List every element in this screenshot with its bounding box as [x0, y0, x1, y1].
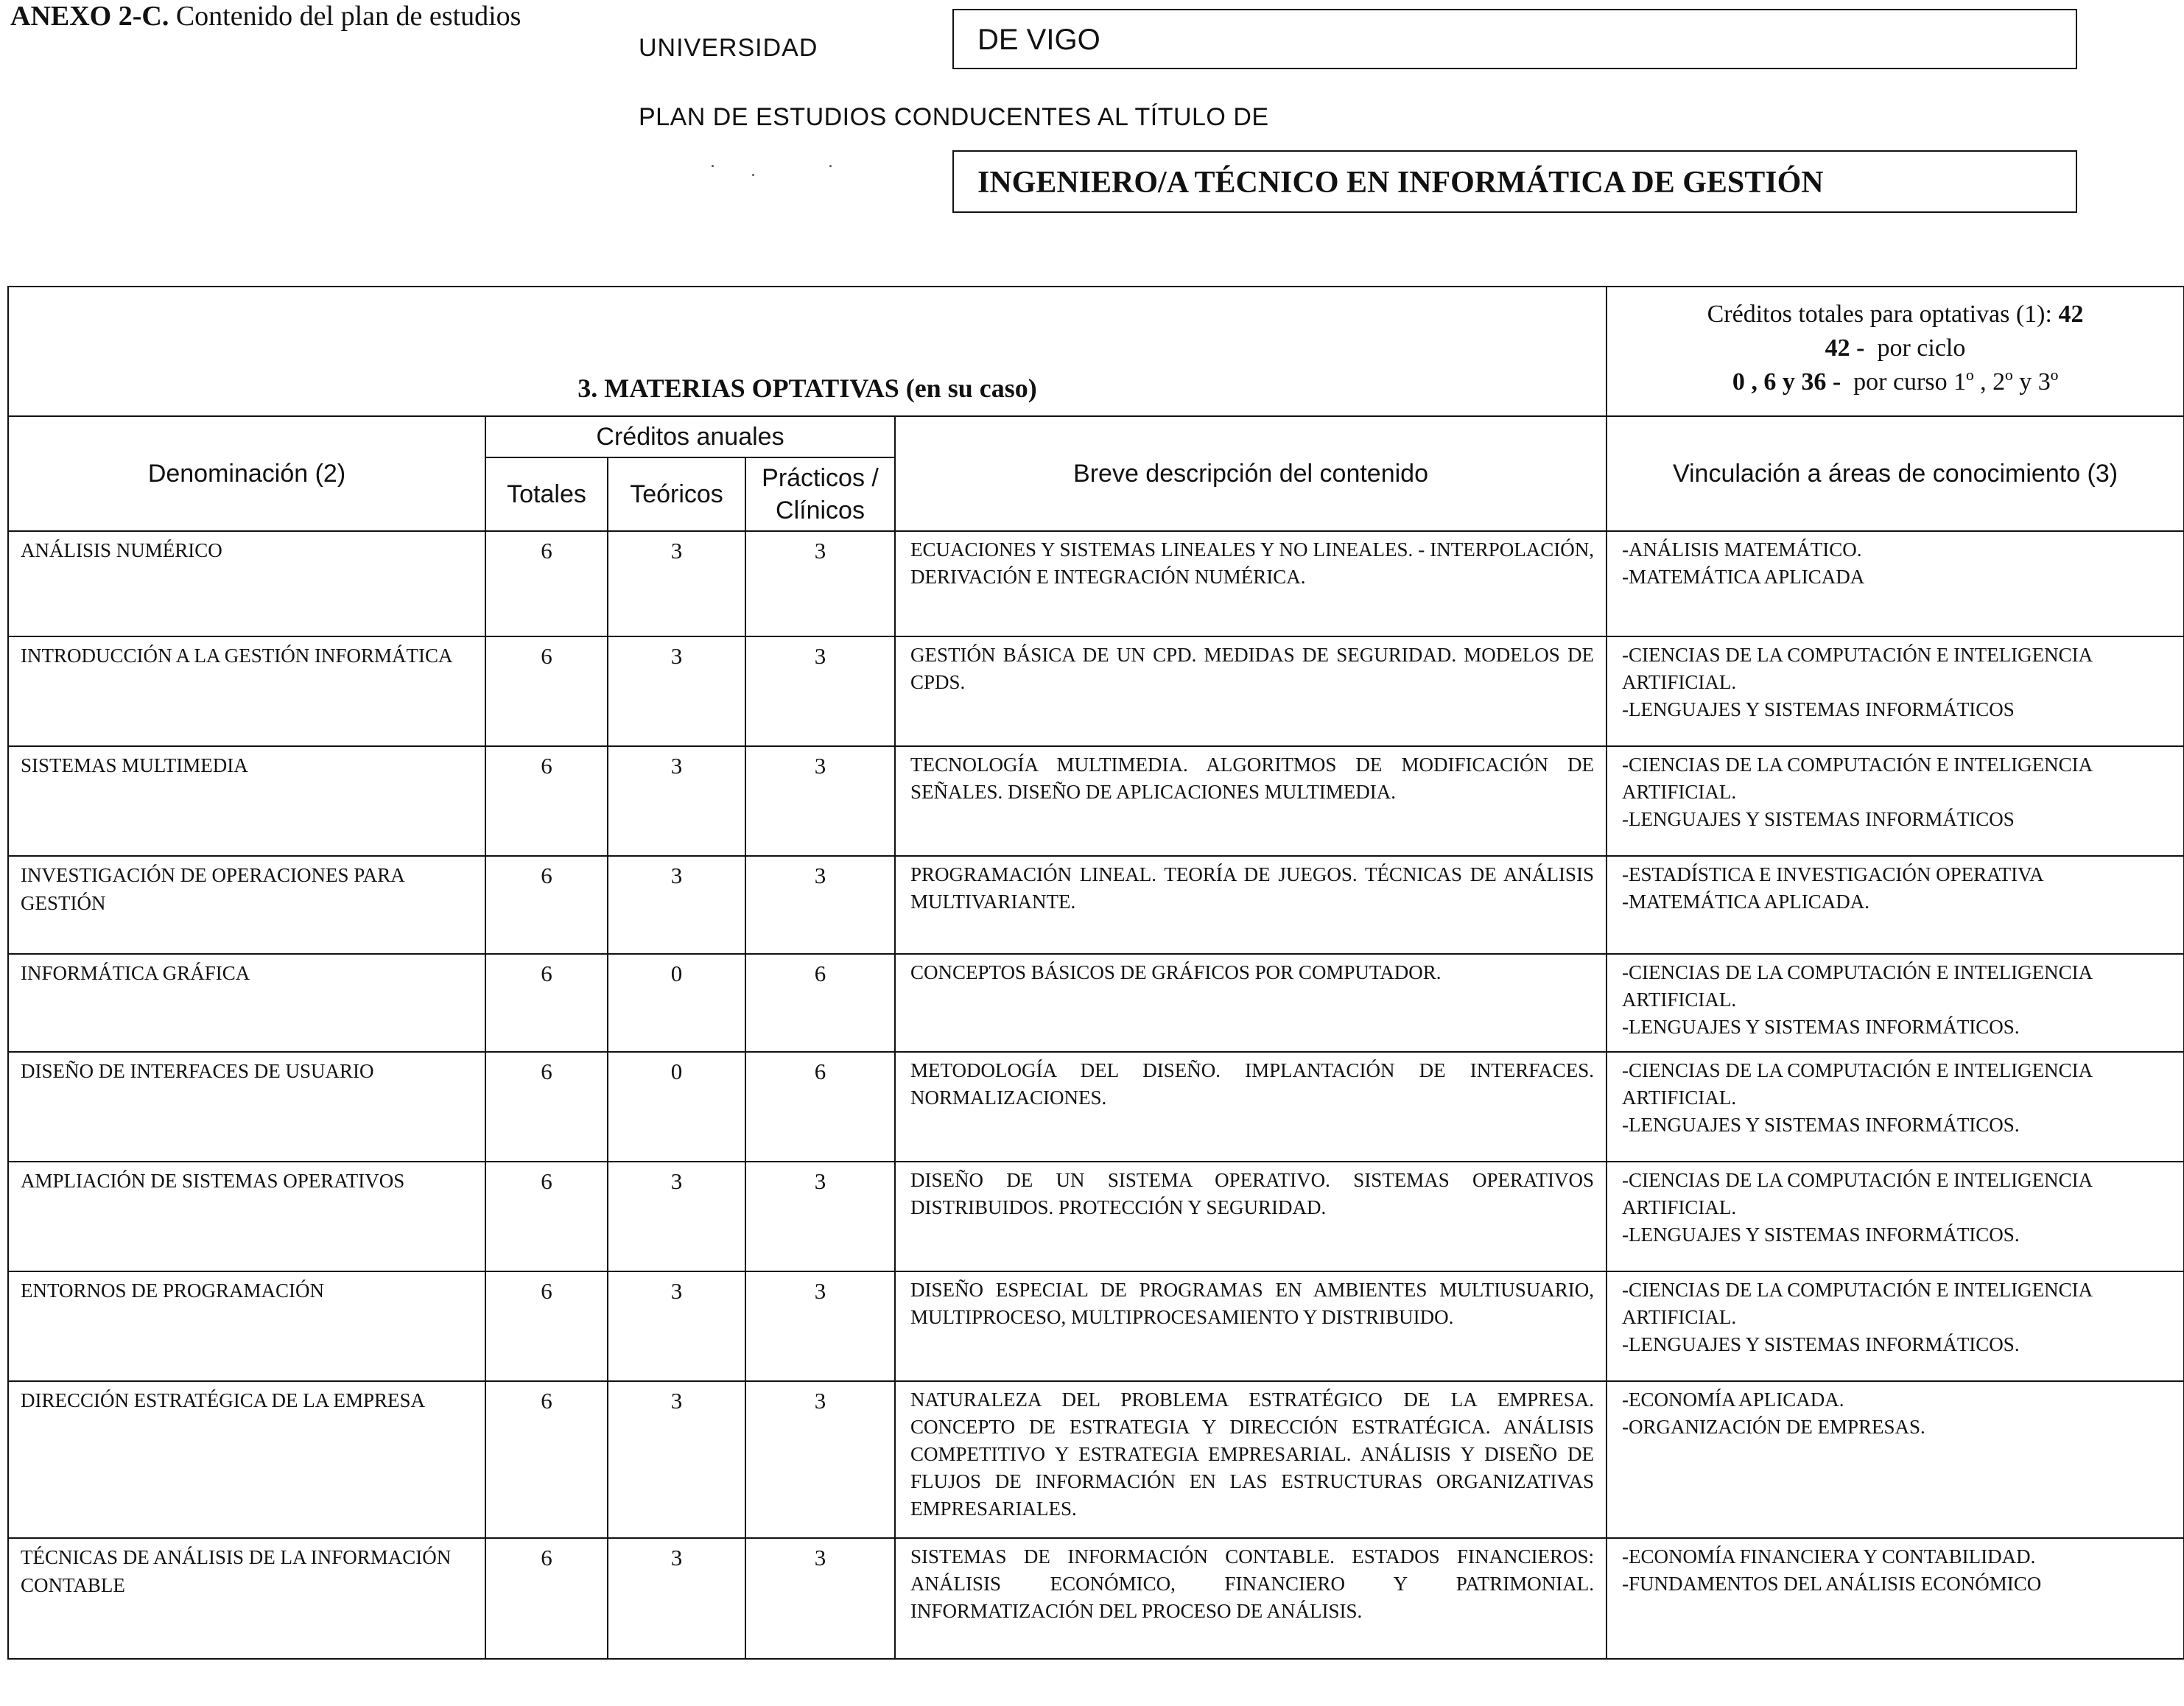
credits-totales: 6	[485, 1381, 608, 1538]
knowledge-area-item: -CIENCIAS DE LA COMPUTACIÓN E INTELIGENCIA	[1622, 1279, 2093, 1301]
credits-total-line	[1607, 298, 2183, 331]
content-description: GESTIÓN BÁSICA DE UN CPD. MEDIDAS DE SEGURIDAD. MODELOS DE CPDS.	[895, 636, 1607, 746]
table-row	[8, 531, 2184, 636]
credits-totales: 6	[485, 1052, 608, 1162]
col-header-denominacion: Denominación (2)	[8, 416, 485, 531]
knowledge-area-item: -ECONOMÍA FINANCIERA Y CONTABILIDAD.	[1622, 1545, 2036, 1568]
content-description: CONCEPTOS BÁSICOS DE GRÁFICOS POR COMPUTADOR.	[895, 954, 1607, 1052]
credits-practicos: 3	[745, 856, 895, 954]
content-description: NATURALEZA DEL PROBLEMA ESTRATÉGICO DE LA EMPRESA. CONCEPTO DE ESTRATEGIA Y DIRECCIÓN ESTRATÉGICA. ANÁLISIS COMPETITIVO Y ESTRATEGIA EMPRESARIAL. ANÁLISIS Y DISEÑO DE FLUJOS DE INFORMACIÓN EN LAS ESTRUCTURAS ORGANIZATIVAS EMPRESARIALES.	[895, 1381, 1607, 1538]
credits-summary	[1607, 287, 2184, 416]
knowledge-area-item: -CIENCIAS DE LA COMPUTACIÓN E INTELIGENCIA	[1622, 754, 2093, 776]
credits-teoricos: 3	[608, 1381, 745, 1538]
knowledge-areas	[1607, 1538, 2184, 1659]
credits-teoricos: 0	[608, 1052, 745, 1162]
content-description: TECNOLOGÍA MULTIMEDIA. ALGORITMOS DE MODIFICACIÓN DE SEÑALES. DISEÑO DE APLICACIONES MULTIMEDIA.	[895, 746, 1607, 856]
subject-name: INFORMÁTICA GRÁFICA	[8, 954, 485, 1052]
subject-name: INTRODUCCIÓN A LA GESTIÓN INFORMÁTICA	[8, 636, 485, 746]
knowledge-areas	[1607, 856, 2184, 954]
subject-name: AMPLIACIÓN DE SISTEMAS OPERATIVOS	[8, 1162, 485, 1271]
scan-speck	[712, 165, 714, 167]
credits-total-value: 42	[2058, 301, 2084, 328]
subject-name: ANÁLISIS NUMÉRICO	[8, 531, 485, 636]
knowledge-area-item: -ECONOMÍA APLICADA.	[1622, 1389, 1844, 1411]
knowledge-area-item: -CIENCIAS DE LA COMPUTACIÓN E INTELIGENCIA	[1622, 1169, 2093, 1191]
credits-cycle-label: por ciclo	[1877, 334, 1966, 362]
plan-label: PLAN DE ESTUDIOS CONDUCENTES AL TÍTULO DE	[639, 103, 1269, 131]
credits-teoricos: 3	[608, 1271, 745, 1381]
knowledge-area-item: ARTIFICIAL.	[1622, 989, 1737, 1011]
knowledge-areas	[1607, 531, 2184, 636]
knowledge-areas	[1607, 1052, 2184, 1162]
knowledge-areas	[1607, 1381, 2184, 1538]
knowledge-area-item: -CIENCIAS DE LA COMPUTACIÓN E INTELIGENCIA	[1622, 1059, 2093, 1081]
credits-teoricos: 3	[608, 636, 745, 746]
annex-title-rest: Contenido del plan de estudios	[169, 1, 522, 32]
credits-course-line	[1607, 365, 2183, 399]
table-row	[8, 1381, 2184, 1538]
credits-cycle-value: 42 -	[1825, 334, 1865, 362]
credits-practicos: 3	[745, 1271, 895, 1381]
knowledge-area-item: ARTIFICIAL.	[1622, 781, 1737, 803]
table-row	[8, 636, 2184, 746]
knowledge-area-item: -MATEMÁTICA APLICADA.	[1622, 891, 1870, 913]
content-description: ECUACIONES Y SISTEMAS LINEALES Y NO LINEALES. - INTERPOLACIÓN, DERIVACIÓN E INTEGRACIÓN NUMÉRICA.	[895, 531, 1607, 636]
credits-practicos: 6	[745, 1052, 895, 1162]
knowledge-area-item: -LENGUAJES Y SISTEMAS INFORMÁTICOS.	[1622, 1016, 2020, 1038]
credits-practicos: 3	[745, 1381, 895, 1538]
optional-subjects-table	[7, 286, 2184, 1660]
table-row	[8, 1052, 2184, 1162]
scan-speck	[829, 165, 832, 167]
credits-totales: 6	[485, 1271, 608, 1381]
credits-totales: 6	[485, 856, 608, 954]
content-description: DISEÑO DE UN SISTEMA OPERATIVO. SISTEMAS OPERATIVOS DISTRIBUIDOS. PROTECCIÓN Y SEGURIDAD.	[895, 1162, 1607, 1271]
knowledge-area-item: -CIENCIAS DE LA COMPUTACIÓN E INTELIGENCIA	[1622, 961, 2093, 983]
knowledge-area-item: -ANÁLISIS MATEMÁTICO.	[1622, 538, 1862, 561]
knowledge-areas	[1607, 746, 2184, 856]
col-header-vinculacion: Vinculación a áreas de conocimiento (3)	[1607, 416, 2184, 531]
knowledge-area-item: ARTIFICIAL.	[1622, 1306, 1737, 1328]
subject-name: DIRECCIÓN ESTRATÉGICA DE LA EMPRESA	[8, 1381, 485, 1538]
knowledge-area-item: ARTIFICIAL.	[1622, 671, 1737, 693]
knowledge-area-item: -CIENCIAS DE LA COMPUTACIÓN E INTELIGENCIA	[1622, 644, 2093, 666]
column-header-row-1	[8, 416, 2184, 457]
subject-name: INVESTIGACIÓN DE OPERACIONES PARA GESTIÓN	[8, 856, 485, 954]
credits-course-value: 0 , 6 y 36 -	[1732, 368, 1841, 396]
knowledge-area-item: -ESTADÍSTICA E INVESTIGACIÓN OPERATIVA	[1622, 863, 2044, 885]
university-box	[952, 9, 2077, 69]
content-description: PROGRAMACIÓN LINEAL. TEORÍA DE JUEGOS. TÉCNICAS DE ANÁLISIS MULTIVARIANTE.	[895, 856, 1607, 954]
annex-title-bold: ANEXO 2-C.	[10, 1, 169, 32]
knowledge-area-item: -LENGUAJES Y SISTEMAS INFORMÁTICOS.	[1622, 1333, 2020, 1355]
content-description: METODOLOGÍA DEL DISEÑO. IMPLANTACIÓN DE INTERFACES. NORMALIZACIONES.	[895, 1052, 1607, 1162]
credits-teoricos: 3	[608, 856, 745, 954]
content-description: DISEÑO ESPECIAL DE PROGRAMAS EN AMBIENTES MULTIUSUARIO, MULTIPROCESO, MULTIPROCESAMIENTO Y DISTRIBUIDO.	[895, 1271, 1607, 1381]
degree-title-box	[952, 150, 2077, 213]
credits-total-label: Créditos totales para optativas (1):	[1707, 301, 2052, 328]
credits-totales: 6	[485, 531, 608, 636]
knowledge-area-item: -ORGANIZACIÓN DE EMPRESAS.	[1622, 1416, 1925, 1438]
credits-course-label: por curso 1º , 2º y 3º	[1853, 368, 2059, 396]
credits-totales: 6	[485, 954, 608, 1052]
table-section-header-row	[8, 287, 2184, 416]
knowledge-areas	[1607, 1271, 2184, 1381]
credits-practicos: 3	[745, 636, 895, 746]
knowledge-area-item: -LENGUAJES Y SISTEMAS INFORMÁTICOS.	[1622, 1114, 2020, 1136]
col-header-practicos: Prácticos / Clínicos	[745, 457, 895, 531]
table-row	[8, 746, 2184, 856]
subject-name: ENTORNOS DE PROGRAMACIÓN	[8, 1271, 485, 1381]
knowledge-areas	[1607, 636, 2184, 746]
knowledge-area-item: -LENGUAJES Y SISTEMAS INFORMÁTICOS.	[1622, 1224, 2020, 1246]
col-header-creditos-anuales: Créditos anuales	[485, 416, 895, 457]
subject-name: SISTEMAS MULTIMEDIA	[8, 746, 485, 856]
section-title: 3. MATERIAS OPTATIVAS (en su caso)	[8, 287, 1607, 416]
knowledge-area-item: ARTIFICIAL.	[1622, 1196, 1737, 1218]
col-header-teoricos: Teóricos	[608, 457, 745, 531]
credits-practicos: 3	[745, 1538, 895, 1659]
credits-teoricos: 3	[608, 1162, 745, 1271]
credits-cycle-line	[1607, 331, 2183, 365]
credits-practicos: 6	[745, 954, 895, 1052]
content-description: SISTEMAS DE INFORMACIÓN CONTABLE. ESTADOS FINANCIEROS: ANÁLISIS ECONÓMICO, FINANCIERO Y PATRIMONIAL. INFORMATIZACIÓN DEL PROCESO DE ANÁLISIS.	[895, 1538, 1607, 1659]
subject-name: DISEÑO DE INTERFACES DE USUARIO	[8, 1052, 485, 1162]
knowledge-areas	[1607, 1162, 2184, 1271]
credits-totales: 6	[485, 1162, 608, 1271]
table-row	[8, 856, 2184, 954]
university-value: DE VIGO	[977, 24, 1100, 56]
table-row	[8, 1538, 2184, 1659]
credits-practicos: 3	[745, 1162, 895, 1271]
annex-title	[10, 0, 521, 32]
university-label: UNIVERSIDAD	[639, 34, 818, 62]
col-header-descripcion: Breve descripción del contenido	[895, 416, 1607, 531]
table-row	[8, 1162, 2184, 1271]
credits-teoricos: 3	[608, 531, 745, 636]
knowledge-areas	[1607, 954, 2184, 1052]
credits-practicos: 3	[745, 746, 895, 856]
knowledge-area-item: -LENGUAJES Y SISTEMAS INFORMÁTICOS	[1622, 698, 2015, 720]
credits-totales: 6	[485, 636, 608, 746]
knowledge-area-item: -FUNDAMENTOS DEL ANÁLISIS ECONÓMICO	[1622, 1573, 2042, 1595]
col-header-totales: Totales	[485, 457, 608, 531]
knowledge-area-item: ARTIFICIAL.	[1622, 1087, 1737, 1109]
credits-teoricos: 3	[608, 746, 745, 856]
knowledge-area-item: -LENGUAJES Y SISTEMAS INFORMÁTICOS	[1622, 808, 2015, 830]
subject-name: TÉCNICAS DE ANÁLISIS DE LA INFORMACIÓN CONTABLE	[8, 1538, 485, 1659]
table-row	[8, 1271, 2184, 1381]
degree-title-value: INGENIERO/A TÉCNICO EN INFORMÁTICA DE GESTIÓN	[977, 166, 1824, 200]
knowledge-area-item: -MATEMÁTICA APLICADA	[1622, 566, 1865, 588]
credits-practicos: 3	[745, 531, 895, 636]
table-row	[8, 954, 2184, 1052]
credits-totales: 6	[485, 1538, 608, 1659]
credits-teoricos: 3	[608, 1538, 745, 1659]
credits-teoricos: 0	[608, 954, 745, 1052]
scan-speck	[752, 174, 754, 176]
credits-totales: 6	[485, 746, 608, 856]
